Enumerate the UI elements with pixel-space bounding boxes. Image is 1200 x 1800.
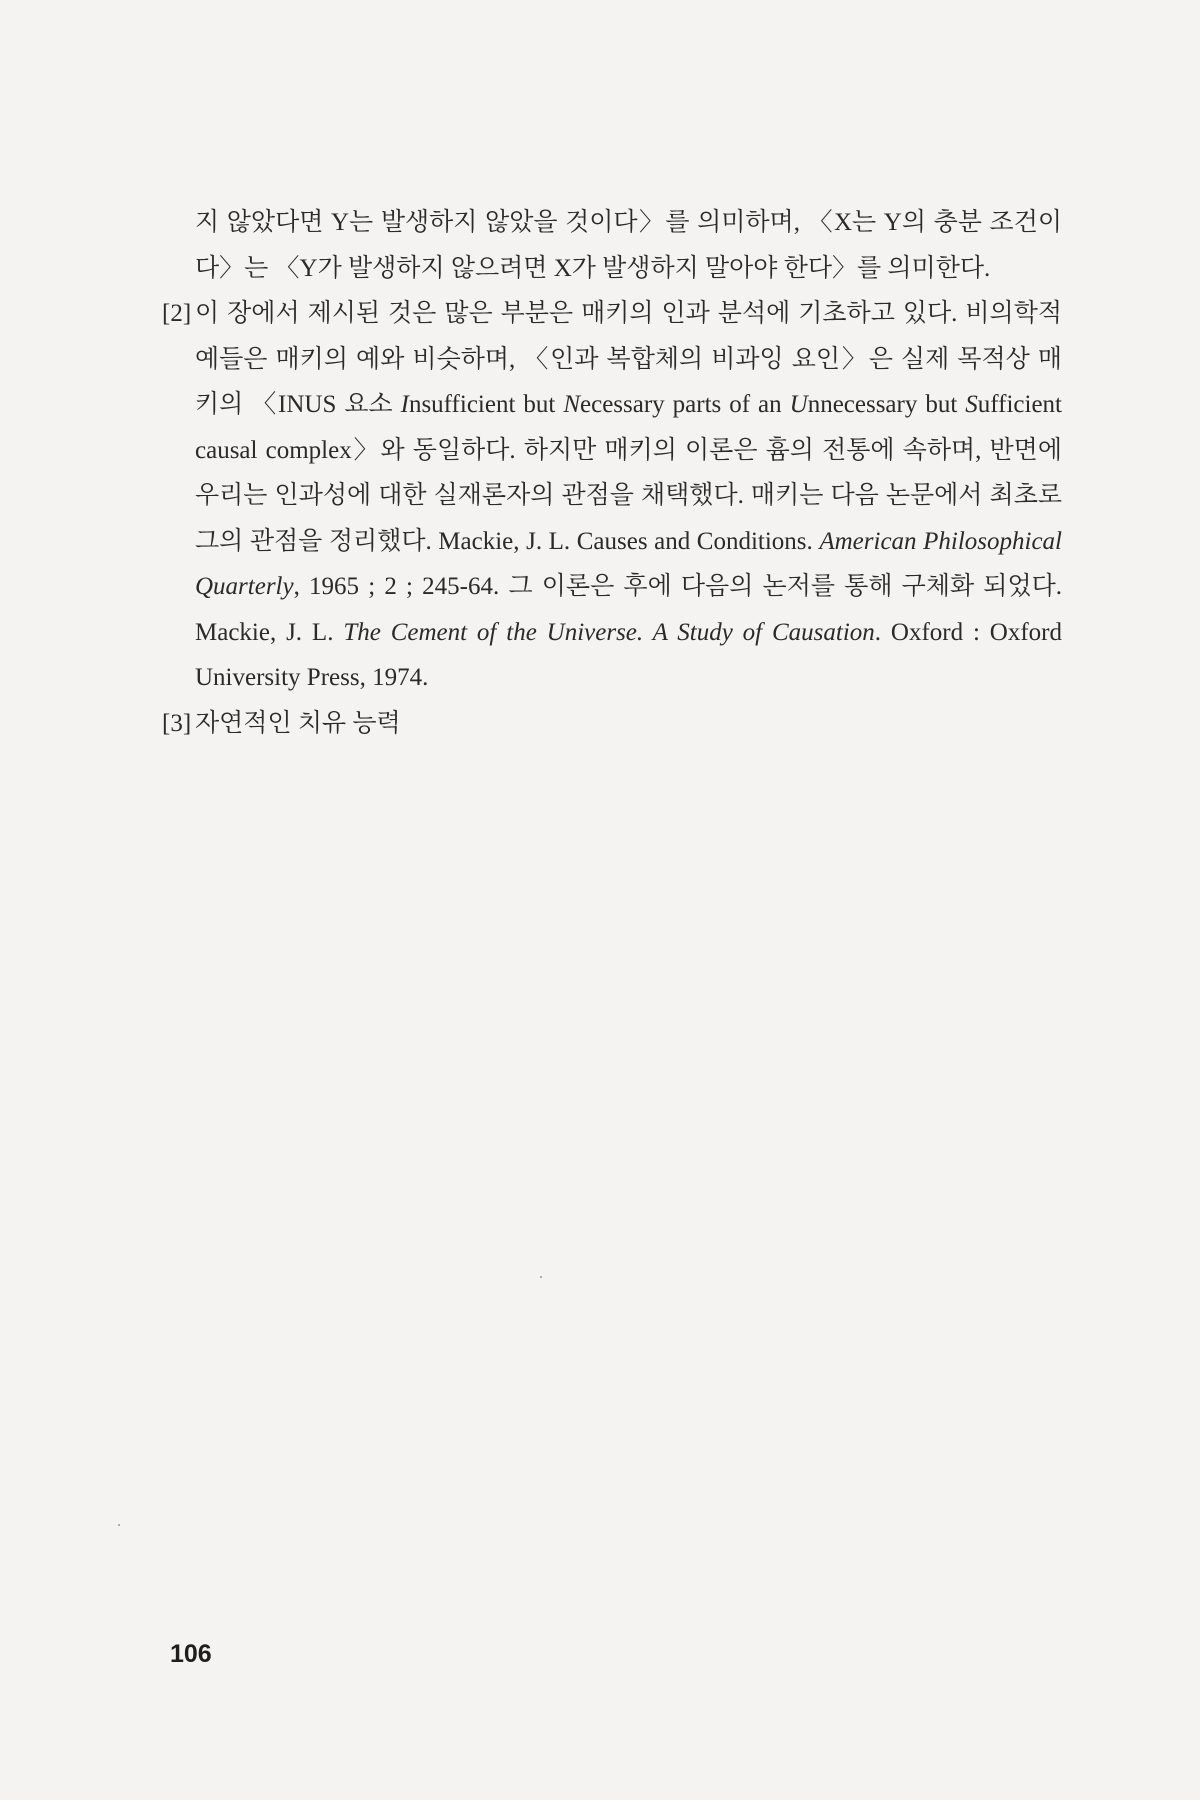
note-1-continuation [162,200,1062,291]
note-2-marker: [2] [162,300,192,327]
note-2-text-a: 이 장에서 제시된 것은 많은 부분은 매키의 인과 분석에 기초하고 있다. 비의학적 예들은 매키의 예와 비슷하며, 〈인과 복합체의 비과잉 요인〉은 실제 목적상 매키의 〈INUS 요소 [195,300,1062,418]
inus-initial-s: S [965,391,978,418]
page-number: 106 [170,1640,212,1668]
inus-initial-u: U [789,391,808,418]
inus-word-i: nsufficient but [408,391,564,418]
reference-1-details: , 1965 ; 2 ; 245-64. 그 이론은 후에 다음의 논저를 통해 구체화 되었다. Mackie, J. L. [195,573,1062,646]
inus-initial-n: N [563,391,581,418]
note-3 [162,701,1062,747]
endnotes-section [162,200,1062,746]
inus-initial-i: I [400,391,409,418]
inus-word-n: ecessary parts of an [580,391,790,418]
inus-word-u: nnecessary but [807,391,966,418]
note-1-continuation-text: 지 않았다면 Y는 발생하지 않았을 것이다〉를 의미하며, 〈X는 Y의 충분 조건이다〉는 〈Y가 발생하지 않으려면 X가 발생하지 말아야 한다〉를 의미한다. [195,209,1062,282]
reference-2-details: . Oxford : Oxford University Press, 1974. [195,618,1062,691]
reference-2-title: The Cement of the Universe. A Study of Causation [343,618,875,646]
inus-word-s: ufficient causal complex〉와 동일하다. 하지만 매키의 이론은 흄의 전통에 속하며, 반면에 우리는 인과성에 대한 실재론자의 관점을 채택했다. 매키는 다음 논문에서 최초로 그의 관점을 정리했다. Mackie, J. L. Causes and Conditions. [195,391,1062,555]
reference-1-journal: American Philosophical Quarterly [195,527,1062,600]
scan-speck [540,1276,542,1278]
note-3-marker: [3] [162,709,192,737]
note-2-body [195,291,1062,701]
note-3-body: 자연적인 치유 능력 [195,709,401,737]
scan-speck [118,1524,120,1526]
note-2 [162,291,1062,701]
